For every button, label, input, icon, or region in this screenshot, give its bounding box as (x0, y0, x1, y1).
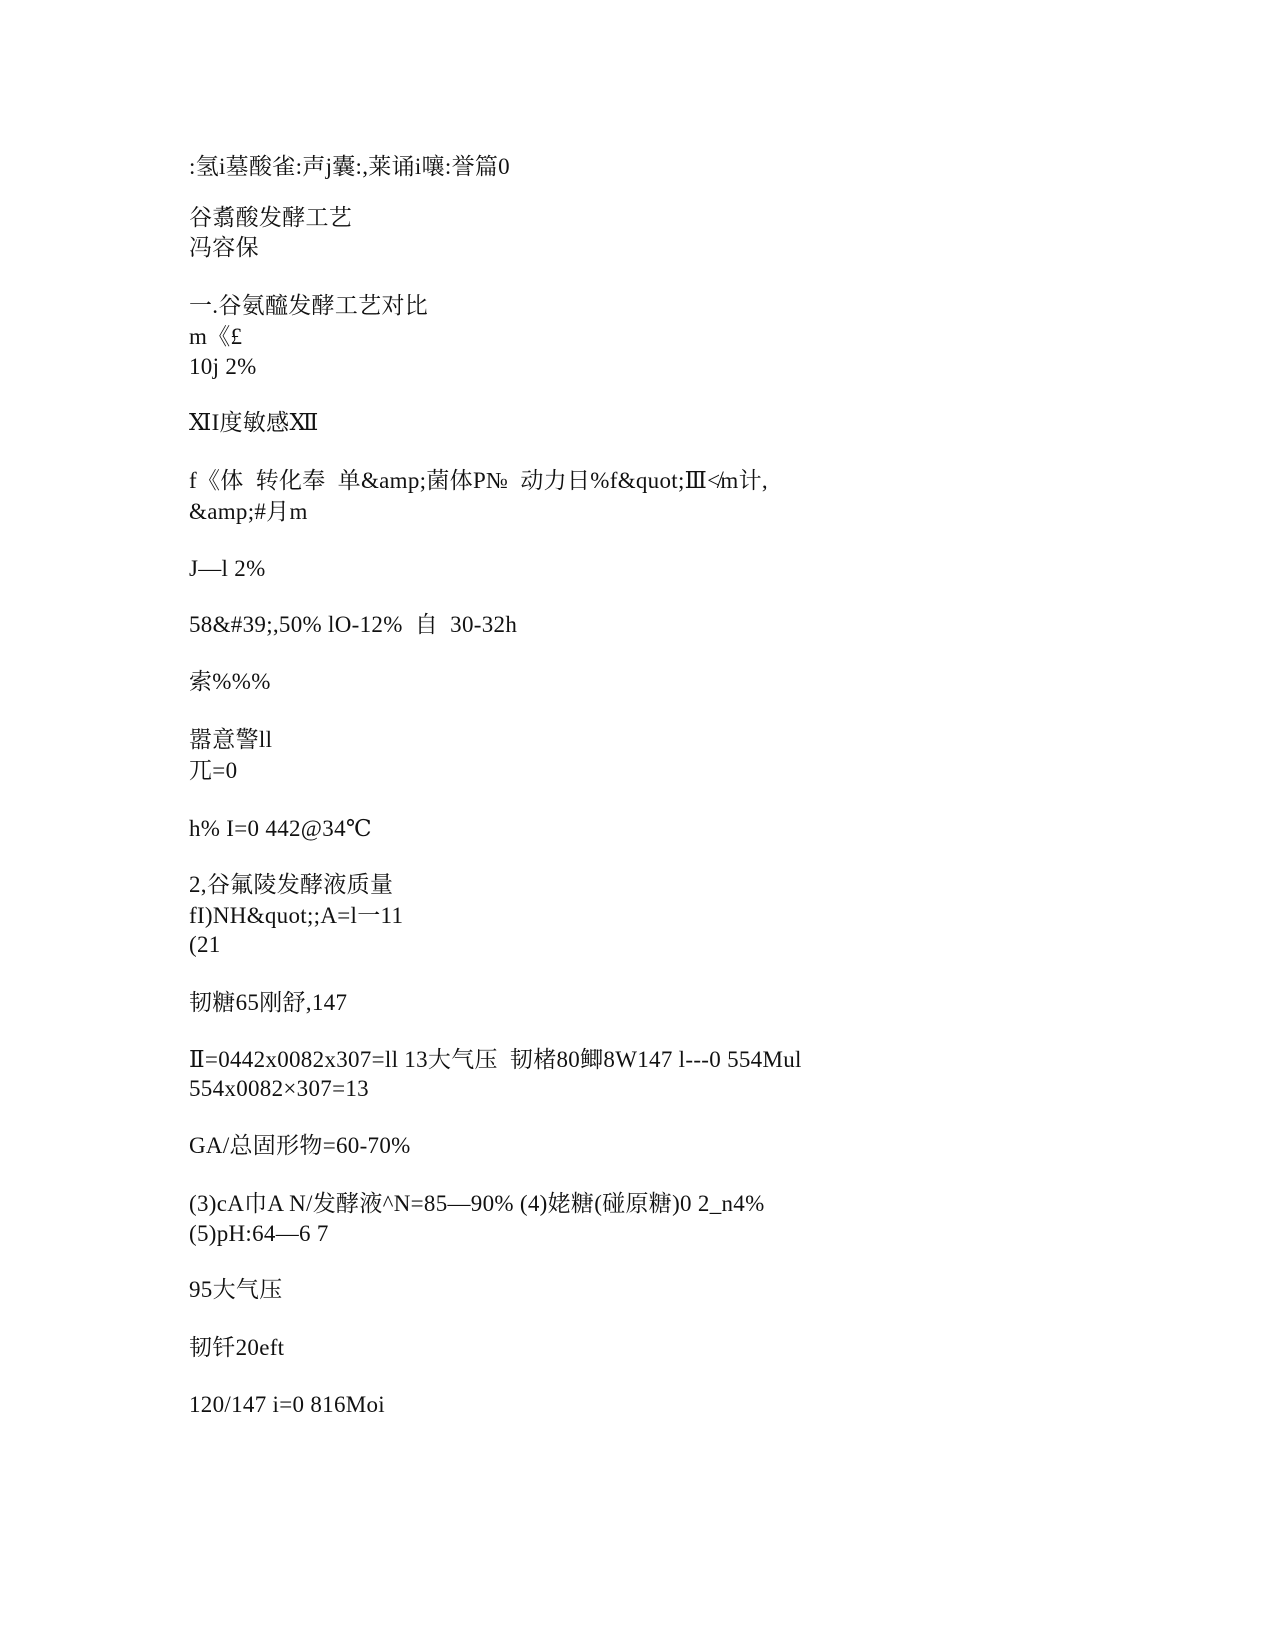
text-line: 韧钎20eft (189, 1335, 285, 1360)
text-line: 嚣意警ll (189, 727, 273, 752)
text-line: 58&#39;,50% lO-12% 自 30-32h (189, 612, 518, 637)
text-line: ⅪI度敏感Ⅻ (189, 410, 319, 435)
text-line: (21 (189, 932, 221, 957)
text-line: (5)pH:64—6 7 (189, 1221, 329, 1246)
text-line: 兀=0 (189, 758, 238, 783)
section-heading: 2,谷氟陵发酵液质量 (189, 872, 394, 897)
header-line: :氢i墓酸雀:声j囊:,莱诵i嚷:誉篇0 (189, 154, 510, 179)
text-line: Ⅱ=0442x0082x307=ll 13大气压 韧楮80鲫8W147 l---0 554Mul (189, 1047, 802, 1072)
text-line: fI)NH&quot;;A=l一11 (189, 903, 404, 928)
text-line: f《体 转化奉 单&amp;菌体P№ 动力日%f&quot;Ⅲ≮m计, (189, 468, 768, 493)
text-line: GA/总固形物=60-70% (189, 1133, 411, 1158)
text-line: 韧糖65刚舒,147 (189, 990, 348, 1015)
text-line: 554x0082×307=13 (189, 1076, 369, 1101)
document-title: 谷翥酸发酵工艺 (189, 205, 353, 230)
text-line: 索%%% (189, 669, 271, 694)
text-line: h% I=0 442@34℃ (189, 816, 372, 841)
text-line: &amp;#月m (189, 499, 308, 524)
document-author: 冯容保 (189, 235, 259, 260)
text-line: m《£ (189, 324, 243, 349)
section-heading: 一.谷氨醯发酵工艺对比 (189, 293, 429, 318)
text-line: 95大气压 (189, 1277, 283, 1302)
text-line: 10j 2% (189, 354, 257, 379)
text-line: 120/147 i=0 816Moi (189, 1392, 385, 1417)
text-line: J—l 2% (189, 556, 266, 581)
text-line: (3)cA巾A N/发酵液^N=85—90% (4)姥糖(碰原糖)0 2_n4% (189, 1191, 765, 1216)
